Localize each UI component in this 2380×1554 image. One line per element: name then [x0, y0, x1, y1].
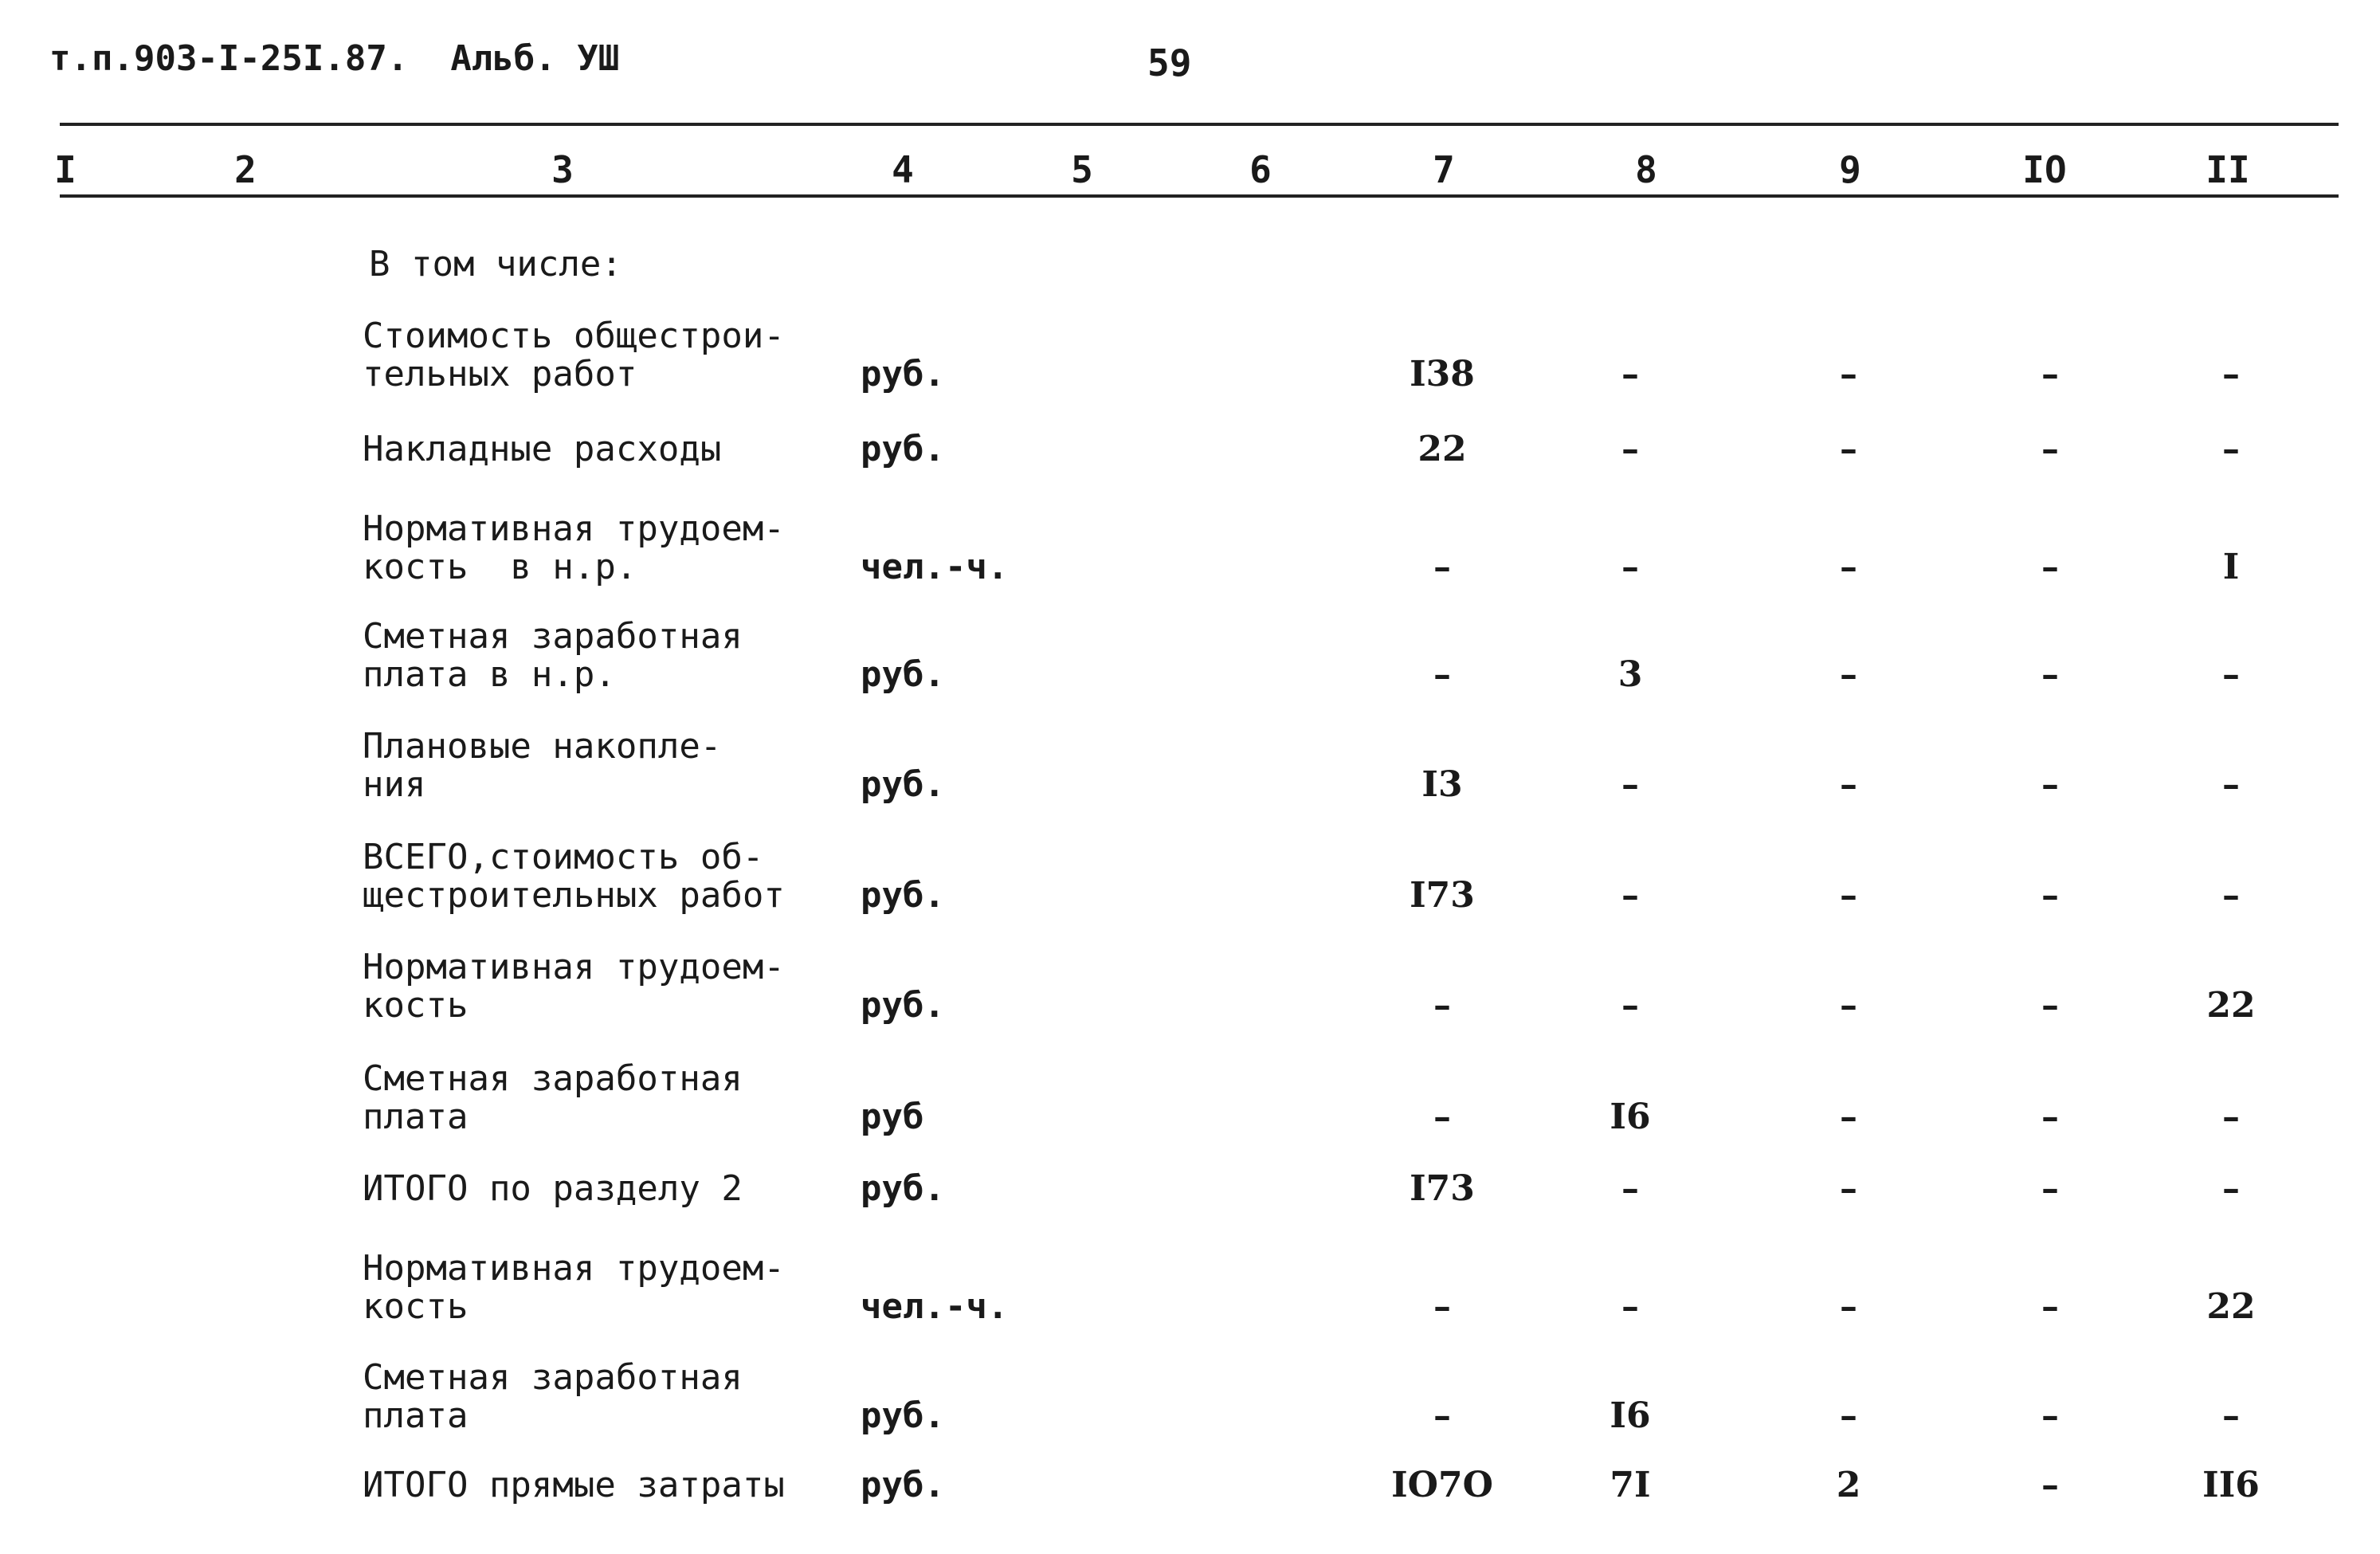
row-unit: руб. — [861, 654, 945, 695]
row-value-col-9: – — [1840, 875, 1857, 916]
row-value-col-10: – — [2041, 1465, 2059, 1505]
row-value-col-7: I73 — [1410, 875, 1475, 916]
row-value-col-10: – — [2041, 1395, 2059, 1436]
row-unit: руб. — [861, 1465, 945, 1505]
row-label — [363, 728, 721, 804]
row-value-col-9: – — [1840, 654, 1857, 695]
row-value-col-8: I6 — [1610, 1097, 1651, 1137]
row-unit: руб. — [861, 764, 945, 805]
row-label-line: кость в н.р. — [363, 547, 637, 587]
row-label-line: Нормативная трудоем- — [363, 1248, 785, 1289]
row-value-col-8: – — [1621, 1286, 1639, 1327]
row-label-line: плата — [363, 1395, 469, 1436]
row-label — [363, 1170, 743, 1208]
row-label-line: плата — [363, 1097, 469, 1137]
row-label-line: ИТОГО по разделу 2 — [363, 1168, 743, 1209]
row-value-col-11: – — [2222, 1097, 2240, 1137]
row-value-col-10: – — [2041, 1286, 2059, 1327]
row-value-col-8: I6 — [1610, 1395, 1651, 1436]
row-value-col-10: – — [2041, 764, 2059, 805]
row-value-col-7: I3 — [1421, 764, 1463, 805]
row-value-col-11: – — [2222, 429, 2240, 469]
row-value-col-9: 2 — [1836, 1465, 1861, 1505]
row-label — [363, 1060, 743, 1136]
row-label — [363, 510, 785, 587]
row-value-col-7: I38 — [1410, 354, 1475, 394]
row-value-col-10: – — [2041, 429, 2059, 469]
col-num-3: 3 — [551, 148, 574, 191]
row-value-col-11: 22 — [2206, 1286, 2256, 1327]
row-label-line: ВСЕГО,стоимость об- — [363, 837, 764, 877]
row-value-col-11: I — [2222, 547, 2240, 587]
row-value-col-9: – — [1840, 547, 1857, 587]
row-value-col-9: – — [1840, 354, 1857, 394]
row-label — [363, 317, 785, 394]
row-unit: руб — [861, 1097, 924, 1137]
row-value-col-10: – — [2041, 654, 2059, 695]
row-label-line: Сметная заработная — [363, 1357, 743, 1398]
row-label — [363, 948, 785, 1025]
row-value-col-7: – — [1433, 1286, 1451, 1327]
row-value-col-7: – — [1433, 1395, 1451, 1436]
row-unit: руб. — [861, 1168, 945, 1209]
row-value-col-9: – — [1840, 985, 1857, 1026]
row-unit: руб. — [861, 1395, 945, 1436]
row-value-col-10: – — [2041, 547, 2059, 587]
row-value-col-7: – — [1433, 985, 1451, 1026]
row-value-col-10: – — [2041, 354, 2059, 394]
row-value-col-11: – — [2222, 875, 2240, 916]
row-label — [363, 1466, 785, 1505]
row-value-col-9: – — [1840, 1097, 1857, 1137]
row-value-col-11: – — [2222, 354, 2240, 394]
row-value-col-11: II6 — [2202, 1465, 2260, 1505]
row-unit: руб. — [861, 354, 945, 394]
row-label-line: Стоимость общестрои- — [363, 316, 785, 356]
row-label-line: щестроительных работ — [363, 875, 785, 916]
row-unit: руб. — [861, 875, 945, 916]
row-label-line: плата в н.р. — [363, 654, 616, 695]
row-value-col-11: – — [2222, 1168, 2240, 1209]
row-value-col-10: – — [2041, 875, 2059, 916]
col-num-11: II — [2206, 148, 2250, 191]
row-label-line: ния — [363, 764, 426, 805]
row-label-line: тельных работ — [363, 354, 637, 394]
row-value-col-8: – — [1621, 1168, 1639, 1209]
row-value-col-7: IO7O — [1391, 1465, 1493, 1505]
row-value-col-7: – — [1433, 654, 1451, 695]
row-unit: чел.-ч. — [861, 1286, 1009, 1327]
row-label-line: ИТОГО прямые затраты — [363, 1465, 785, 1505]
row-value-col-7: – — [1433, 1097, 1451, 1137]
row-value-col-11: – — [2222, 1395, 2240, 1436]
row-label — [363, 618, 743, 694]
row-value-col-7: – — [1433, 547, 1451, 587]
row-value-col-8: 3 — [1617, 654, 1643, 695]
document-code: т.п.903-I-25I.87. Альб. УШ — [49, 38, 620, 79]
row-label-line: кость — [363, 985, 469, 1026]
row-value-col-7: 22 — [1417, 429, 1467, 469]
row-value-col-7: I73 — [1410, 1168, 1475, 1209]
row-value-col-8: – — [1621, 547, 1639, 587]
row-value-col-9: – — [1840, 1286, 1857, 1327]
row-value-col-11: – — [2222, 654, 2240, 695]
row-value-col-10: – — [2041, 985, 2059, 1026]
col-num-5: 5 — [1071, 148, 1093, 191]
row-label — [363, 430, 721, 469]
row-value-col-8: 7I — [1610, 1465, 1651, 1505]
row-label-line: Нормативная трудоем- — [363, 508, 785, 549]
row-label-line: кость — [363, 1286, 469, 1327]
row-value-col-8: – — [1621, 875, 1639, 916]
row-value-col-8: – — [1621, 429, 1639, 469]
col-num-6: 6 — [1249, 148, 1272, 191]
row-unit: руб. — [861, 429, 945, 469]
row-label-line: Сметная заработная — [363, 1058, 743, 1099]
col-num-8: 8 — [1635, 148, 1657, 191]
col-num-9: 9 — [1839, 148, 1861, 191]
row-value-col-10: – — [2041, 1168, 2059, 1209]
row-label — [363, 838, 785, 915]
table-top-rule — [60, 123, 2339, 126]
col-num-10: IO — [2022, 148, 2067, 191]
row-value-col-9: – — [1840, 1168, 1857, 1209]
row-unit: чел.-ч. — [861, 547, 1009, 587]
row-value-col-11: 22 — [2206, 985, 2256, 1026]
row-label — [363, 1359, 743, 1435]
row-value-col-9: – — [1840, 764, 1857, 805]
row-value-col-8: – — [1621, 354, 1639, 394]
row-label-line: Сметная заработная — [363, 616, 743, 657]
row-value-col-8: – — [1621, 985, 1639, 1026]
table-header-rule — [60, 194, 2339, 198]
page-number: 59 — [1147, 41, 1192, 84]
row-value-col-8: – — [1621, 764, 1639, 805]
row-value-col-10: – — [2041, 1097, 2059, 1137]
row-value-col-9: – — [1840, 1395, 1857, 1436]
col-num-7: 7 — [1433, 148, 1455, 191]
row-label — [363, 1250, 785, 1326]
row-label-line: Плановые накопле- — [363, 726, 722, 767]
row-unit: руб. — [861, 985, 945, 1026]
section-intro: В том числе: — [369, 244, 622, 285]
row-label-line: Нормативная трудоем- — [363, 947, 785, 987]
col-num-4: 4 — [892, 148, 914, 191]
col-num-1: I — [54, 148, 76, 191]
row-label-line: Накладные расходы — [363, 429, 722, 469]
row-value-col-9: – — [1840, 429, 1857, 469]
row-value-col-11: – — [2222, 764, 2240, 805]
col-num-2: 2 — [234, 148, 257, 191]
